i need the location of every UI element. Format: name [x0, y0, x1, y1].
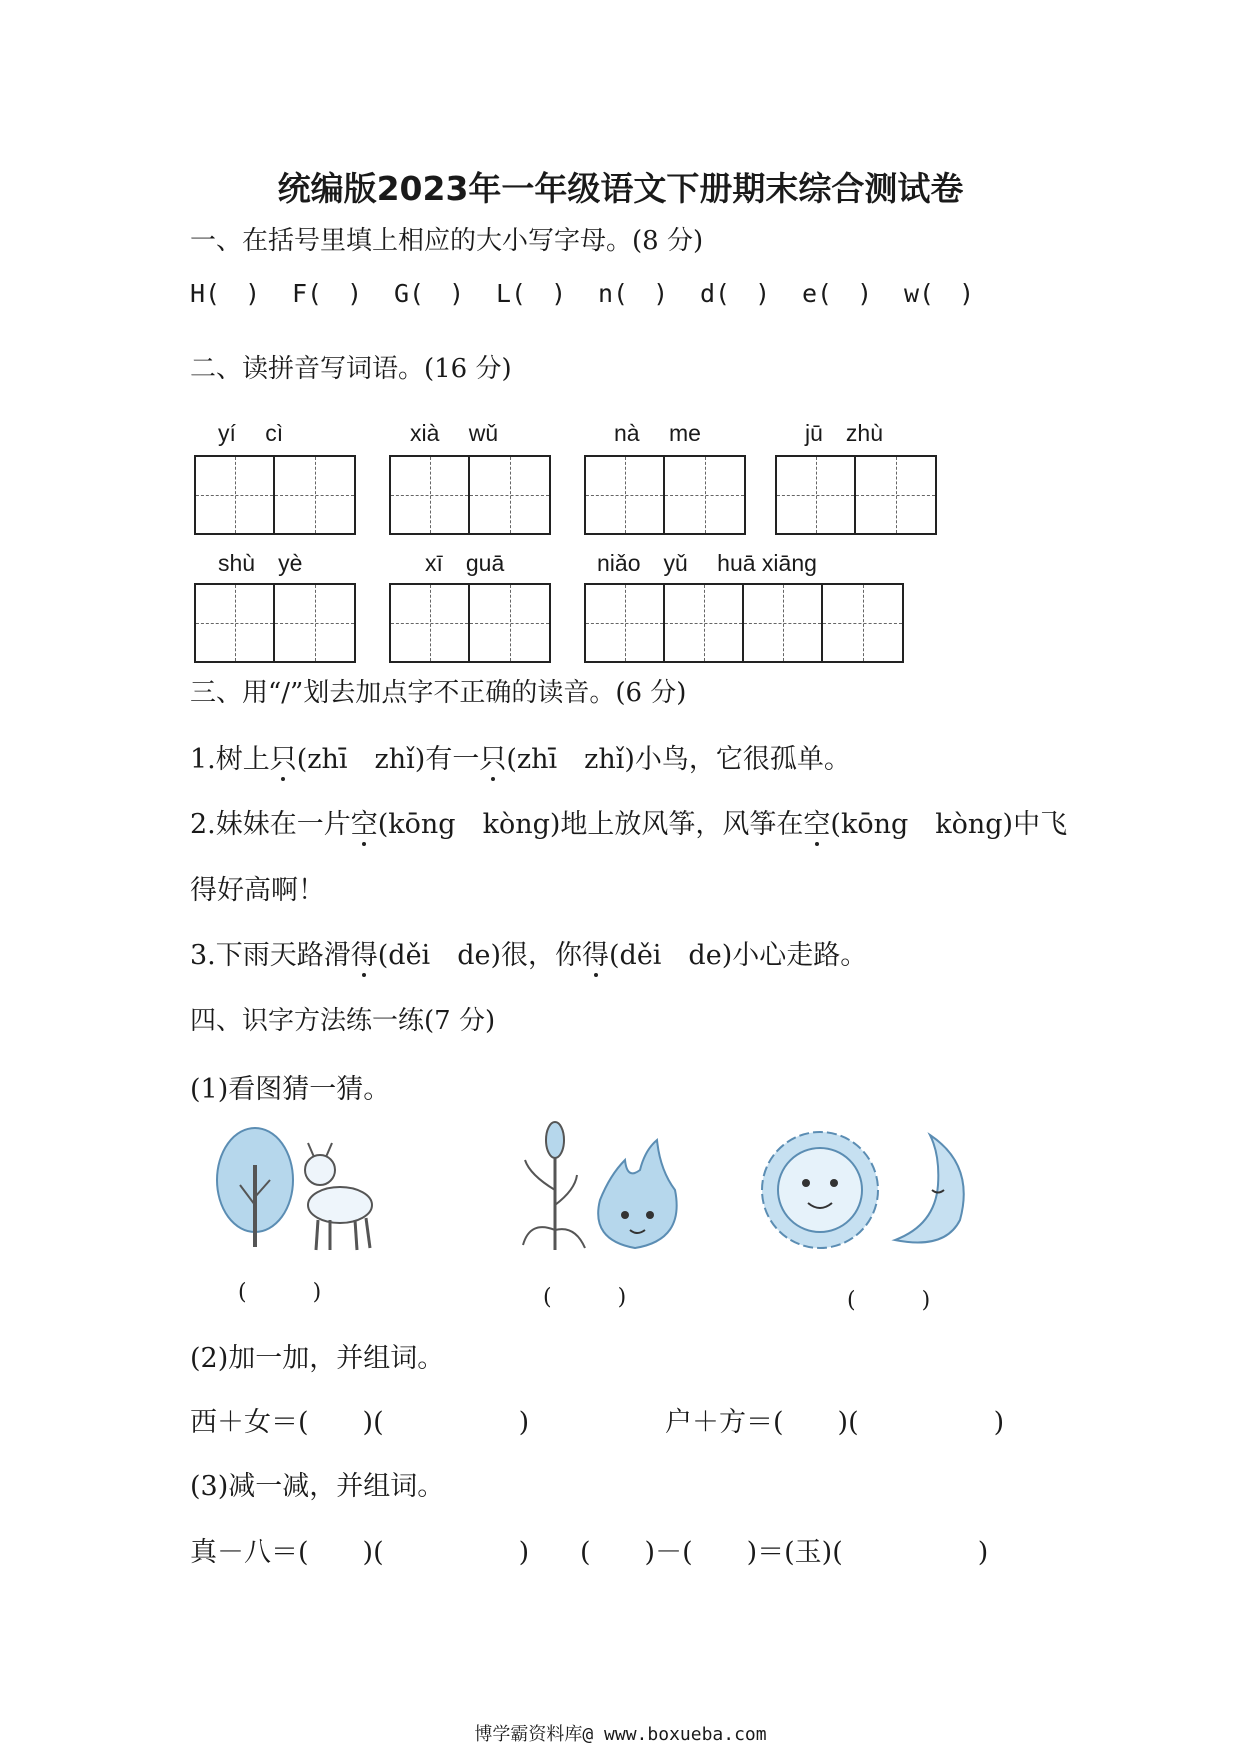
q3-sentence-2-cont: 得好高啊！	[190, 875, 325, 906]
letter-item: L( )	[496, 279, 567, 308]
dotted-char: 空	[351, 802, 378, 841]
q4-part1-label: (1)看图猜一猜。	[190, 1074, 391, 1105]
q2-heading: 二、读拼音写词语。(16 分)	[190, 354, 512, 384]
sun-moon-illustration	[760, 1125, 975, 1260]
writing-grid[interactable]	[194, 455, 356, 535]
pinyin-label: xià wǔ	[410, 420, 499, 446]
pinyin-label: jū zhù	[805, 420, 883, 446]
footer-watermark: 博学霸资料库@ www.boxueba.com	[474, 1724, 767, 1745]
writing-grid[interactable]	[194, 583, 356, 663]
q1-letter-list	[190, 274, 1006, 310]
subtract-exercise: 真－八＝( )( )	[190, 1537, 530, 1568]
guess-blank[interactable]: ( )	[847, 1288, 931, 1313]
dotted-char: 空	[803, 802, 830, 841]
q4-part2-label: (2)加一加，并组词。	[190, 1343, 445, 1374]
pinyin-label: yí cì	[218, 420, 284, 446]
q3-heading: 三、用“/”划去加点字不正确的读音。(6 分)	[190, 678, 687, 708]
add-exercise: 户＋方＝( )( )	[665, 1407, 1005, 1438]
pinyin-label: shù yè	[218, 550, 303, 576]
letter-item: H( )	[190, 279, 261, 308]
letter-item: F( )	[292, 279, 363, 308]
tree-goat-illustration	[210, 1125, 390, 1255]
q4-part3-label: (3)减一减，并组词。	[190, 1471, 445, 1502]
q3-sentence-2: 2.妹妹在一片空(kōng kòng)地上放风筝，风筝在空(kōng kòng)中飞	[190, 802, 1067, 841]
add-exercise: 西＋女＝( )( )	[190, 1407, 530, 1438]
subtract-exercise: ( )－( )＝(玉)( )	[580, 1537, 989, 1568]
writing-grid[interactable]	[389, 455, 551, 535]
grain-fire-illustration	[515, 1120, 685, 1255]
letter-item: n( )	[598, 279, 669, 308]
writing-grid[interactable]	[584, 455, 746, 535]
q3-sentence-1: 1.树上只(zhī zhǐ)有一只(zhī zhǐ)小鸟，它很孤单。	[190, 737, 851, 776]
q4-heading: 四、识字方法练一练(7 分)	[190, 1006, 496, 1036]
dotted-char: 只	[270, 737, 297, 776]
dotted-char: 得	[582, 933, 609, 972]
letter-item: e( )	[802, 279, 873, 308]
letter-item: d( )	[700, 279, 771, 308]
guess-blank[interactable]: ( )	[543, 1285, 627, 1310]
writing-grid[interactable]	[584, 583, 904, 663]
q1-heading: 一、在括号里填上相应的大小写字母。(8 分)	[190, 226, 704, 256]
q3-sentence-3: 3.下雨天路滑得(děi de)很，你得(děi de)小心走路。	[190, 933, 867, 972]
page-title: 统编版2023年一年级语文下册期末综合测试卷	[277, 169, 964, 208]
pinyin-label: xī guā	[425, 550, 505, 576]
pinyin-label: niǎo yǔ huā xiāng	[597, 550, 817, 576]
dotted-char: 只	[479, 737, 506, 776]
writing-grid[interactable]	[775, 455, 937, 535]
dotted-char: 得	[351, 933, 378, 972]
pinyin-label: nà me	[614, 420, 701, 446]
letter-item: G( )	[394, 279, 465, 308]
writing-grid[interactable]	[389, 583, 551, 663]
letter-item: w( )	[904, 279, 975, 308]
guess-blank[interactable]: ( )	[238, 1280, 322, 1305]
